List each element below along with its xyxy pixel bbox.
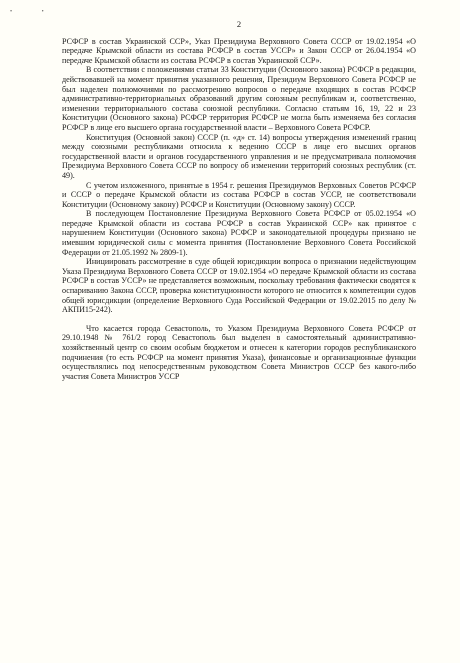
paragraph-7: Что касается города Севастополь, то Указом Президиума Верховного Совета РСФСР от 29.10.1948 № 761/2 город Севастополь был выделен в самостоятельный административно-хозяйственный центр со своим особым бюджетом и отнесен к категории городов республиканского подчинения (то есть РСФСР на момент принятия Указа), финансовые и организационные функции осуществлялись под непосредственным руководством Совета Министров СССР без какого-либо участия Совета Министров УССР [62, 323, 416, 381]
paragraph-3: Конституция (Основной закон) СССР (п. «д» ст. 14) вопросы утверждения изменений границ между союзными республиками относила к ведению СССР в лице его высших органов государственной власти и органов государственного управления и не предусматривала полномочия Президиума Верховного Совета СССР по вопросу об изменении территорий союзных республик (ст. 49). [62, 132, 416, 180]
paragraph-4: С учетом изложенного, принятые в 1954 г. решения Президиумов Верховных Советов РСФСР и СССР о передаче Крымской области из состава РСФСР в состав УССР, не соответствовали Конституции (Основному закону) РСФСР и Конституции (Основному закону) СССР. [62, 180, 416, 209]
header-marks: • • [10, 9, 58, 15]
paragraph-6: Инициировать рассмотрение в суде общей юрисдикции вопроса о признании недействующим Указа Президиума Верховного Совета СССР от 19.02.1954 «О передаче Крымской области из состава РСФСР в состав УССР» не представляется возможным, поскольку требования фактически сводятся к оспариванию Закона СССР, проверка конституционности которого не относится к компетенции судов общей юрисдикции (определение Верховного Суда Российской Федерации от 19.02.2015 по делу № АКПИ15-242). [62, 257, 416, 315]
page-number: 2 [236, 19, 242, 29]
paragraph-1: РСФСР в состав Украинской ССР», Указ Президиума Верховного Совета СССР от 19.02.1954 «О передаче Крымской области из состава РСФСР в состав УССР» и Закон СССР от 26.04.1954 «О передаче Крымской области из состава РСФСР в состав Украинской ССР». [62, 36, 416, 65]
paragraph-2: В соответствии с положениями статьи 33 Конституции (Основного закона) РСФСР в редакции, действовавшей на момент принятия указанного решения, Президиум Верховного Совета РСФСР не был наделен полномочиями по рассмотрению вопросов о передаче входящих в состав РСФСР административно-территориальных образований другим союзным республикам и, соответственно, изменении территориального состава союзной республики. Согласно статьям 16, 19, 22 и 23 Конституции (Основного закона) РСФСР территория РСФСР не могла быть изменяема без согласия РСФСР в лице его высшего органа государственной власти – Верховного Совета РСФСР. [62, 65, 416, 132]
paragraph-5: В последующем Постановление Президиума Верховного Совета РСФСР от 05.02.1954 «О передаче Крымской области из состава РСФСР в состав Украинской ССР» как принятое с нарушением Конституции (Основного закона) РСФСР и законодательной процедуры признано не имевшим юридической силы с момента принятия (Постановление Верховного Совета Российской Федерации от 21.05.1992 № 2809-1). [62, 209, 416, 257]
